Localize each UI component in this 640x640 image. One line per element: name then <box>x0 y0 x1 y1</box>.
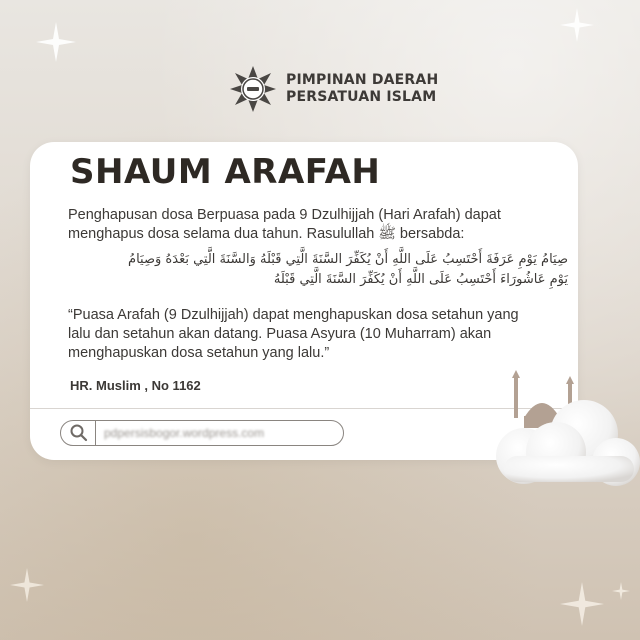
hadith-translation: “Puasa Arafah (9 Dzulhijjah) dapat menghapuskan dosa setahun yang lalu dan setahun akan datang. Puasa Asyura (10 Muharram) akan menghapuskan dosa setahun yang lalu.” <box>68 307 519 361</box>
search-separator <box>95 420 96 446</box>
hadith-arabic-line-2: يَوْمِ عَاشُورَاءَ أَحْتَسِبُ عَلَى اللَّهِ أَنْ يُكَفِّرَ السَّنَةَ الَّتِي قَبْلَهُ <box>273 272 568 287</box>
organization-line-1: PIMPINAN DAERAH <box>286 72 439 88</box>
sparkle-icon <box>36 22 76 62</box>
search-icon <box>69 423 89 443</box>
page-title: SHAUM ARAFAH <box>70 152 381 192</box>
organization-line-2: PERSATUAN ISLAM <box>286 89 437 105</box>
sparkle-icon <box>560 582 604 626</box>
hadith-source: HR. Muslim , No 1162 <box>70 378 201 393</box>
hadith-arabic-line-1: صِيَامُ يَوْمِ عَرَفَةَ أَحْتَسِبُ عَلَى اللَّهِ أَنْ يُكَفِّرَ السَّنَةَ الَّتِي قَبْلَهُ وَالسَّنَةَ الَّتِي بَعْدَهُ وَصِيَامُ <box>128 252 568 267</box>
persis-logo-icon <box>228 64 278 114</box>
moon-mosque-clouds-illustration <box>484 326 640 496</box>
sparkle-icon <box>612 582 630 600</box>
search-input[interactable]: pdpersisbogor.wordpress.com <box>104 426 265 440</box>
hadith-arabic <box>68 250 568 290</box>
intro-text: Penghapusan dosa Berpuasa pada 9 Dzulhijjah (Hari Arafah) dapat menghapus dosa selama dua tahun. Rasulullah ﷺ bersabda: <box>68 207 501 242</box>
search-bar[interactable] <box>60 420 344 446</box>
organization-header <box>228 64 438 114</box>
sparkle-icon <box>10 568 44 602</box>
sparkle-icon <box>560 8 594 42</box>
